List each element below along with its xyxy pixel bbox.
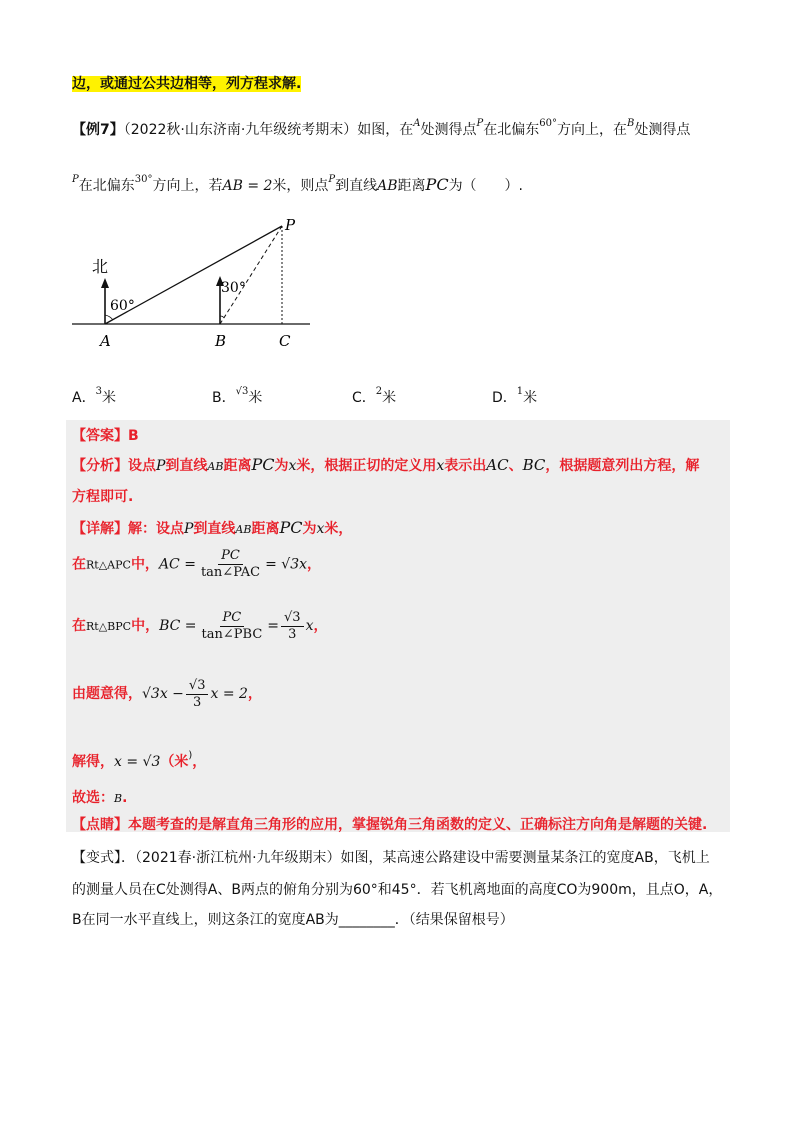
north-label: 北 — [92, 257, 109, 276]
angle-label-a: 60° — [110, 298, 135, 314]
analysis-line-2: 方程即可. — [72, 489, 134, 505]
line-bp — [220, 226, 282, 324]
detail-bc-line: 在Rt△BPC中，BC = $\frac{PC}{\text{tan∠PBC}}$ = $\frac{√3}{3}$ x， — [72, 609, 328, 642]
variant-line-2: 的测量人员在C处测得A、B两点的俯角分别为60°和45°．若飞机离地面的高度CO为900m，且点O，A， — [72, 882, 723, 898]
option-d[interactable]: D．$^1$米 — [492, 386, 538, 406]
variant-line-3: B在同一水平直线上，则这条江的宽度AB为________．（结果保留根号） — [72, 912, 514, 928]
answer-line: 【答案】B — [72, 428, 139, 444]
analysis-line-1: 【分析】设点P到直线AB距离PC为x米，根据正切的定义用x表示出AC、BC，根据题意列出方程，解 — [72, 455, 700, 474]
detail-line-1: 【详解】解：设点P到直线AB距离PC为x米， — [72, 518, 353, 537]
option-c[interactable]: C．$^2$米 — [352, 386, 397, 406]
comment-line: 【点睛】本题考查的是解直角三角形的应用，掌握锐角三角函数的定义、正确标注方向角是解题的关键. — [72, 817, 708, 833]
option-b[interactable]: B．$^{√3}$米 — [212, 386, 263, 406]
fraction-sqrt3-over-3-eq: $\frac{√3}{3}$ — [186, 678, 209, 711]
example-tag: 【例7】 — [72, 122, 124, 138]
intro-line: 边，或通过公共边相等，列方程求解. — [72, 76, 302, 92]
point-label-p: P — [285, 216, 296, 234]
example-line-1: 【例7】（2022秋·山东济南·九年级统考期末）如图，在$^A$处测得点$^P$在北偏东$^{60^\circ}$方向上，在$^B$处测得点 — [72, 118, 691, 138]
detail-choose-line: 故选：B. — [72, 790, 128, 806]
fraction-pc-tan-pbc: $\frac{PC}{\text{tan∠PBC}}$ — [201, 609, 263, 642]
angle-label-b: 30° — [221, 280, 246, 296]
detail-equation-line: 由题意得，√3x − $\frac{√3}{3}$ x = 2， — [72, 677, 262, 710]
variant-line-1: 【变式】．（2021春·浙江杭州·九年级期末）如图，某高速公路建设中需要测量某条江的宽度AB，飞机上 — [72, 850, 710, 866]
detail-ac-line: 在Rt△APC中，AC = $\frac{PC}{\text{tan∠PAC}}$ = √3x， — [72, 548, 321, 580]
fraction-pc-tan-pac: $\frac{PC}{\text{tan∠PAC}}$ — [200, 548, 261, 580]
example-line-2: $^P$在北偏东$^{30^\circ}$方向上，若AB = 2米，则点$^P$到直线AB距离PC为（ ）. — [72, 174, 524, 194]
fraction-sqrt3-over-3: $\frac{√3}{3}$ — [281, 610, 304, 643]
point-label-b: B — [215, 332, 227, 350]
arrow-head-a-icon — [101, 278, 109, 288]
point-label-c: C — [279, 332, 291, 350]
option-a[interactable]: A．$^3$米 — [72, 386, 116, 406]
angle-arc-a — [105, 315, 113, 320]
detail-solve-line: 解得，x = √3（米)， — [72, 750, 207, 770]
geometry-figure — [70, 212, 320, 352]
point-label-a: A — [100, 332, 111, 350]
